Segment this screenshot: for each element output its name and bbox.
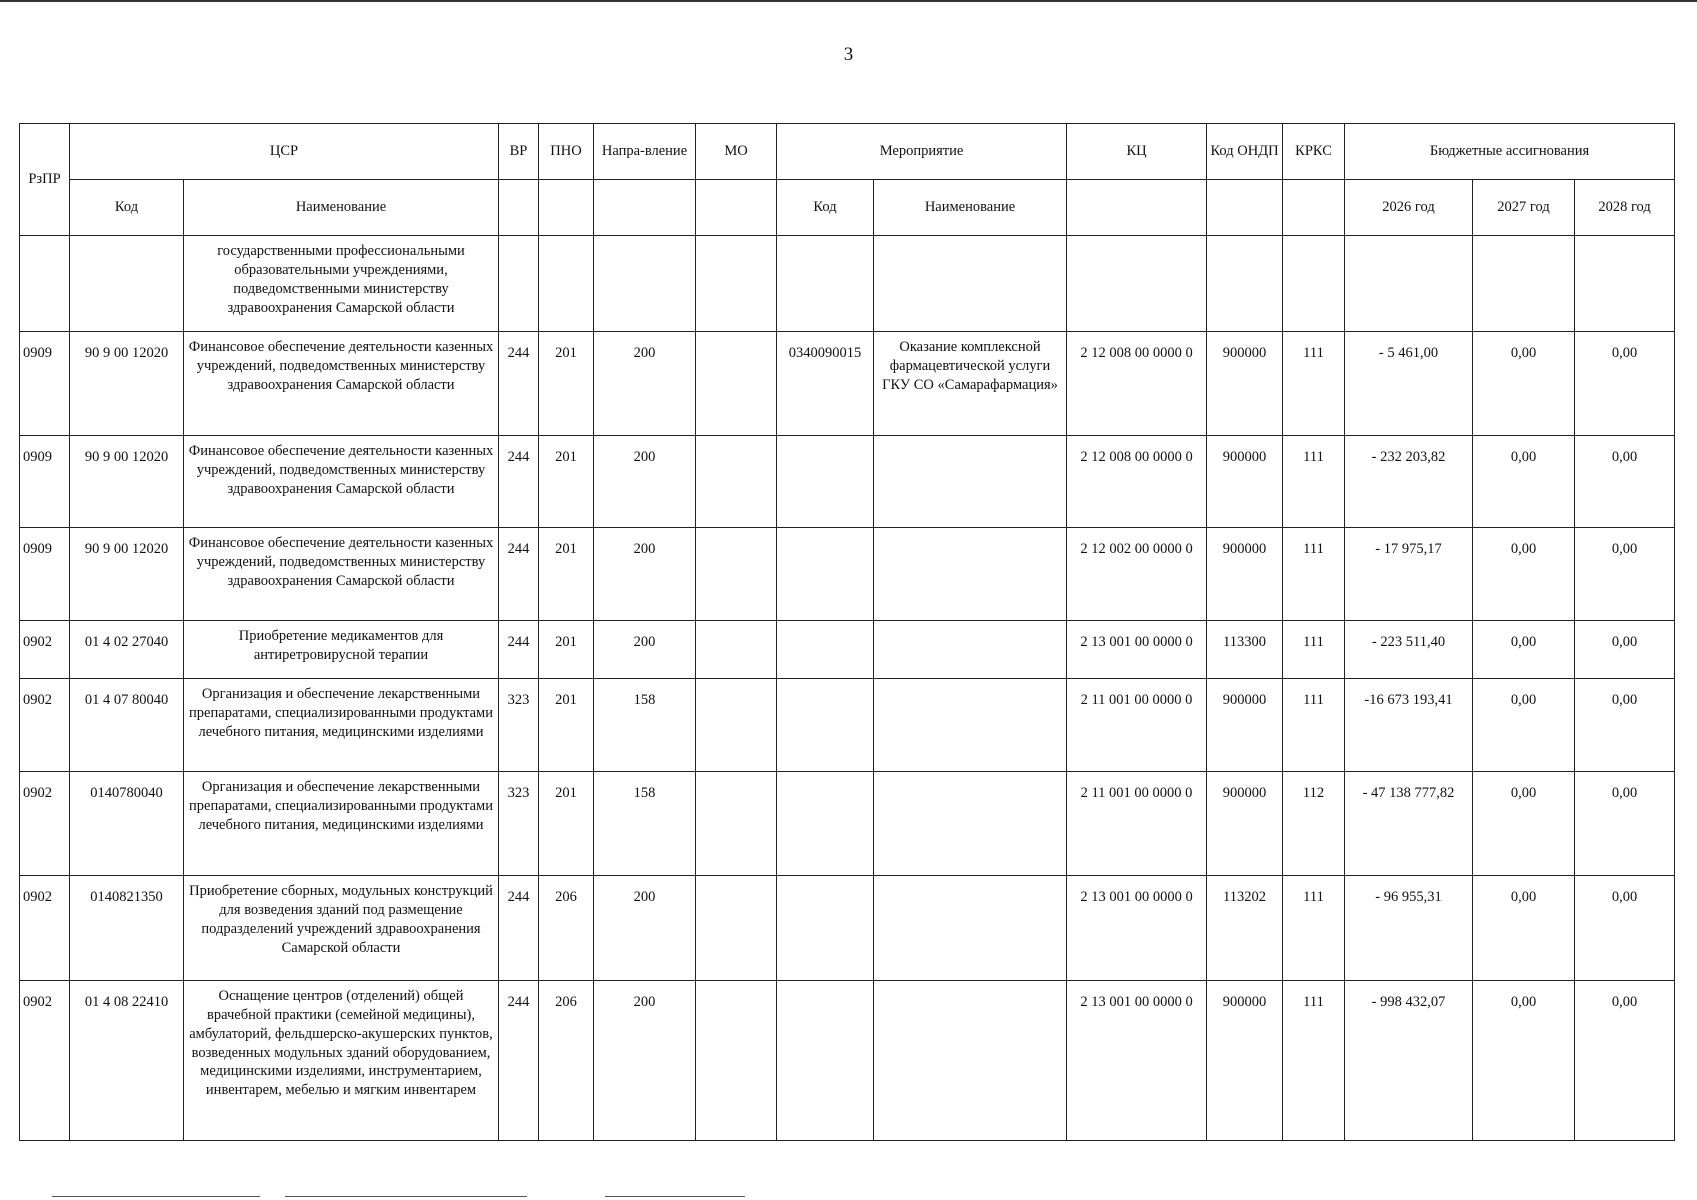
- cell-krks: 111: [1283, 528, 1345, 621]
- cell-2027: 0,00: [1473, 679, 1575, 772]
- cell-event-name: Оказание комплексной фармацевтической услуги ГКУ СО «Самарафармация»: [874, 332, 1067, 436]
- cell-pno: 201: [539, 621, 594, 679]
- cell-kc: 2 12 008 00 0000 0: [1067, 332, 1207, 436]
- cell-kc: 2 12 002 00 0000 0: [1067, 528, 1207, 621]
- cell-kc: 2 13 001 00 0000 0: [1067, 981, 1207, 1141]
- header-event: Мероприятие: [777, 124, 1067, 180]
- cell-ondp: 900000: [1207, 332, 1283, 436]
- cell-2027: 0,00: [1473, 436, 1575, 528]
- cell-csr-code: 01 4 07 80040: [70, 679, 184, 772]
- cell-2026: - 232 203,82: [1345, 436, 1473, 528]
- cell-pno: 201: [539, 332, 594, 436]
- header-rzpr: РзПР: [20, 124, 70, 236]
- header-ondp: Код ОНДП: [1207, 124, 1283, 180]
- cell-pno: 206: [539, 876, 594, 981]
- continuation-text: государственными профессиональными образовательными учреждениями, подведомственными министерству здравоохранения Самарской области: [184, 236, 499, 332]
- header-krks: КРКС: [1283, 124, 1345, 180]
- cell-2026: - 96 955,31: [1345, 876, 1473, 981]
- cell-event-name: [874, 981, 1067, 1141]
- page-number: 3: [843, 44, 854, 65]
- cell-mo: [696, 528, 777, 621]
- cell-vr: 244: [499, 981, 539, 1141]
- cell-ondp: 900000: [1207, 981, 1283, 1141]
- cell-rzpr: 0909: [20, 436, 70, 528]
- cell-rzpr: 0902: [20, 772, 70, 876]
- cell-csr-code: 01 4 08 22410: [70, 981, 184, 1141]
- cell-2028: 0,00: [1575, 772, 1675, 876]
- cell-direction: 158: [594, 679, 696, 772]
- header-year-2026: 2026 год: [1345, 180, 1473, 236]
- cell-direction: 200: [594, 876, 696, 981]
- cell-mo: [696, 772, 777, 876]
- header-direction: Напра-вление: [594, 124, 696, 180]
- header-year-2028: 2028 год: [1575, 180, 1675, 236]
- cell-kc: 2 11 001 00 0000 0: [1067, 679, 1207, 772]
- header-event-code: Код: [777, 180, 874, 236]
- cell-2028: 0,00: [1575, 679, 1675, 772]
- cell-csr-name: Финансовое обеспечение деятельности казенных учреждений, подведомственных министерству здравоохранения Самарской области: [184, 436, 499, 528]
- cell-2027: 0,00: [1473, 621, 1575, 679]
- cell-krks: 111: [1283, 876, 1345, 981]
- header-empty: [696, 180, 777, 236]
- cell-event-code: [777, 772, 874, 876]
- header-event-name: Наименование: [874, 180, 1067, 236]
- table-row: [20, 981, 1675, 1141]
- cell-kc: 2 13 001 00 0000 0: [1067, 876, 1207, 981]
- cell-csr-name: Приобретение медикаментов для антиретровирусной терапии: [184, 621, 499, 679]
- cell-event-name: [874, 679, 1067, 772]
- cell-2027: 0,00: [1473, 981, 1575, 1141]
- table-row: [20, 876, 1675, 981]
- cell-ondp: 900000: [1207, 772, 1283, 876]
- budget-table: [19, 123, 1675, 1141]
- cell-event-name: [874, 436, 1067, 528]
- footer-line: [140, 1196, 260, 1197]
- cell-event-name: [874, 528, 1067, 621]
- cell-kc: 2 11 001 00 0000 0: [1067, 772, 1207, 876]
- table-row: [20, 679, 1675, 772]
- cell-ondp: 900000: [1207, 528, 1283, 621]
- cell-krks: 111: [1283, 679, 1345, 772]
- cell-csr-name: Финансовое обеспечение деятельности казенных учреждений, подведомственных министерству здравоохранения Самарской области: [184, 528, 499, 621]
- cell-event-name: [874, 876, 1067, 981]
- cell-rzpr: 0902: [20, 876, 70, 981]
- cell-mo: [696, 981, 777, 1141]
- table-row: [20, 436, 1675, 528]
- cell-pno: 206: [539, 981, 594, 1141]
- header-empty: [1283, 180, 1345, 236]
- header-mo: МО: [696, 124, 777, 180]
- cell-ondp: 900000: [1207, 436, 1283, 528]
- cell-csr-code: 0140780040: [70, 772, 184, 876]
- header-year-2027: 2027 год: [1473, 180, 1575, 236]
- header-empty: [1067, 180, 1207, 236]
- cell-2028: 0,00: [1575, 981, 1675, 1141]
- header-empty: [499, 180, 539, 236]
- cell-event-code: 0340090015: [777, 332, 874, 436]
- cell-csr-name: Оснащение центров (отделений) общей врачебной практики (семейной медицины), амбулаторий, фельдшерско-акушерских пунктов, возведенных модульных зданий оборудованием, медицинскими изделиями, инструментарием, инвентарем, мебелью и мягким инвентарем: [184, 981, 499, 1141]
- cell-csr-code: 90 9 00 12020: [70, 528, 184, 621]
- header-budget: Бюджетные ассигнования: [1345, 124, 1675, 180]
- cell-2026: -16 673 193,41: [1345, 679, 1473, 772]
- cell-vr: 244: [499, 528, 539, 621]
- cell-2026: - 998 432,07: [1345, 981, 1473, 1141]
- cell-mo: [696, 621, 777, 679]
- cell-mo: [696, 876, 777, 981]
- cell-2026: - 5 461,00: [1345, 332, 1473, 436]
- cell-2028: 0,00: [1575, 876, 1675, 981]
- header-row-2: [20, 180, 1675, 236]
- cell-mo: [696, 332, 777, 436]
- cell-pno: 201: [539, 679, 594, 772]
- cell-krks: 112: [1283, 772, 1345, 876]
- table-row: [20, 772, 1675, 876]
- cell-vr: 244: [499, 876, 539, 981]
- cell-pno: 201: [539, 436, 594, 528]
- cell-event-code: [777, 981, 874, 1141]
- table-row: [20, 332, 1675, 436]
- footer-line: [285, 1196, 527, 1197]
- header-csr-name: Наименование: [184, 180, 499, 236]
- cell-rzpr: 0909: [20, 332, 70, 436]
- cell-mo: [696, 436, 777, 528]
- cell-krks: 111: [1283, 436, 1345, 528]
- header-empty: [539, 180, 594, 236]
- cell-mo: [696, 679, 777, 772]
- cell-csr-name: Организация и обеспечение лекарственными препаратами, специализированными продуктами лечебного питания, медицинскими изделиями: [184, 772, 499, 876]
- cell-rzpr: 0909: [20, 528, 70, 621]
- cell-2028: 0,00: [1575, 332, 1675, 436]
- footer-line: [605, 1196, 745, 1197]
- cell-vr: 323: [499, 679, 539, 772]
- cell-csr-code: 0140821350: [70, 876, 184, 981]
- cell-pno: 201: [539, 772, 594, 876]
- cell-csr-code: 90 9 00 12020: [70, 436, 184, 528]
- cell-vr: 323: [499, 772, 539, 876]
- cell-kc: 2 13 001 00 0000 0: [1067, 621, 1207, 679]
- cell-csr-name: Приобретение сборных, модульных конструкций для возведения зданий под размещение подразделений учреждений здравоохранения Самарской области: [184, 876, 499, 981]
- cell-krks: 111: [1283, 332, 1345, 436]
- cell-2027: 0,00: [1473, 528, 1575, 621]
- cell-2026: - 17 975,17: [1345, 528, 1473, 621]
- header-csr: ЦСР: [70, 124, 499, 180]
- cell-2028: 0,00: [1575, 436, 1675, 528]
- header-kc: КЦ: [1067, 124, 1207, 180]
- header-empty: [1207, 180, 1283, 236]
- cell-event-code: [777, 876, 874, 981]
- header-csr-code: Код: [70, 180, 184, 236]
- cell-2027: 0,00: [1473, 772, 1575, 876]
- cell-event-code: [777, 621, 874, 679]
- cell-krks: 111: [1283, 621, 1345, 679]
- cell-ondp: 113300: [1207, 621, 1283, 679]
- cell-vr: 244: [499, 332, 539, 436]
- cell-ondp: 113202: [1207, 876, 1283, 981]
- cell-event-name: [874, 621, 1067, 679]
- cell-direction: 200: [594, 981, 696, 1141]
- cell-direction: 200: [594, 332, 696, 436]
- cell-vr: 244: [499, 621, 539, 679]
- cell-csr-name: Финансовое обеспечение деятельности казенных учреждений, подведомственных министерству здравоохранения Самарской области: [184, 332, 499, 436]
- cell-kc: 2 12 008 00 0000 0: [1067, 436, 1207, 528]
- cell-2028: 0,00: [1575, 621, 1675, 679]
- table-row: [20, 528, 1675, 621]
- cell-direction: 200: [594, 621, 696, 679]
- cell-direction: 200: [594, 528, 696, 621]
- top-rule: [0, 0, 1697, 2]
- cell-vr: 244: [499, 436, 539, 528]
- cell-event-code: [777, 679, 874, 772]
- cell-2027: 0,00: [1473, 876, 1575, 981]
- cell-2026: - 47 138 777,82: [1345, 772, 1473, 876]
- cell-csr-code: 90 9 00 12020: [70, 332, 184, 436]
- header-empty: [594, 180, 696, 236]
- header-vr: ВР: [499, 124, 539, 180]
- cell-krks: 111: [1283, 981, 1345, 1141]
- continuation-row: [20, 236, 1675, 332]
- cell-csr-code: 01 4 02 27040: [70, 621, 184, 679]
- cell-2026: - 223 511,40: [1345, 621, 1473, 679]
- cell-event-code: [777, 528, 874, 621]
- cell-ondp: 900000: [1207, 679, 1283, 772]
- cell-csr-name: Организация и обеспечение лекарственными препаратами, специализированными продуктами лечебного питания, медицинскими изделиями: [184, 679, 499, 772]
- cell-direction: 158: [594, 772, 696, 876]
- cell-2027: 0,00: [1473, 332, 1575, 436]
- table-row: [20, 621, 1675, 679]
- cell-rzpr: 0902: [20, 981, 70, 1141]
- cell-event-code: [777, 436, 874, 528]
- cell-event-name: [874, 772, 1067, 876]
- cell-direction: 200: [594, 436, 696, 528]
- header-pno: ПНО: [539, 124, 594, 180]
- cell-rzpr: 0902: [20, 679, 70, 772]
- cell-pno: 201: [539, 528, 594, 621]
- cell-rzpr: 0902: [20, 621, 70, 679]
- cell-2028: 0,00: [1575, 528, 1675, 621]
- header-row-1: [20, 124, 1675, 180]
